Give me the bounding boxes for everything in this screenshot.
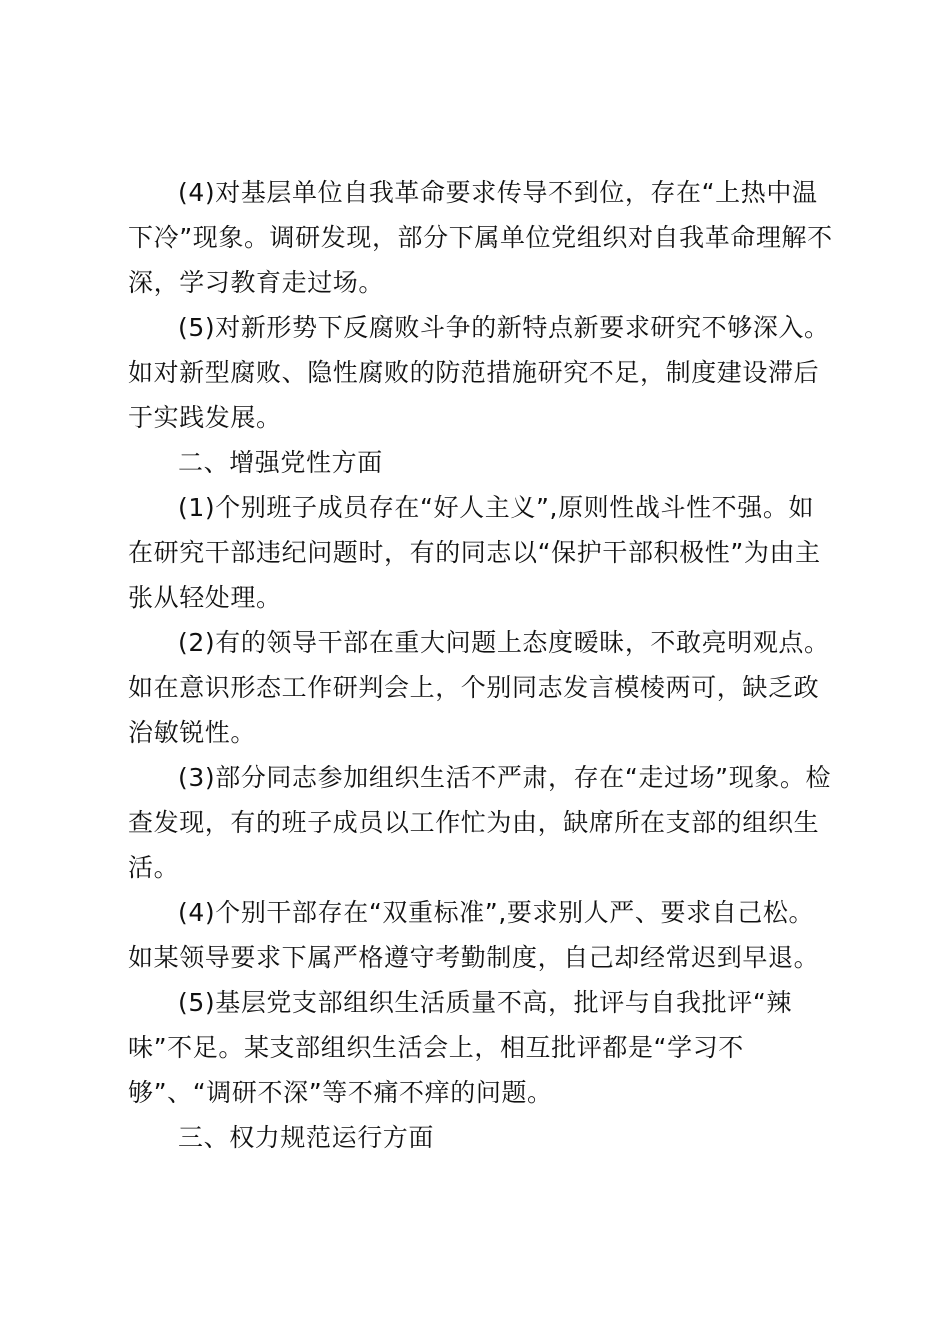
text-line: 深，学习教育走过场。 bbox=[128, 268, 385, 297]
text-line: 如对新型腐败、隐性腐败的防范措施研究不足，制度建设滞后 bbox=[128, 358, 820, 387]
text-line: 如某领导要求下属严格遵守考勤制度，自己却经常迟到早退。 bbox=[128, 943, 820, 972]
text-line: (5)对新形势下反腐败斗争的新特点新要求研究不够深入。 bbox=[178, 313, 830, 342]
section-heading: 二、增强党性方面 bbox=[178, 448, 383, 477]
text-line: 张从轻处理。 bbox=[128, 583, 282, 612]
text-line: (4)个别干部存在“双重标准”,要求别人严、要求自己松。 bbox=[178, 898, 815, 927]
text-line: 治敏锐性。 bbox=[128, 718, 257, 747]
text-line: 如在意识形态工作研判会上，个别同志发言模棱两可，缺乏政 bbox=[128, 673, 820, 702]
text-line: 下冷”现象。调研发现，部分下属单位党组织对自我革命理解不 bbox=[128, 223, 833, 252]
text-line: 够”、“调研不深”等不痛不痒的问题。 bbox=[128, 1078, 553, 1107]
section-heading: 三、权力规范运行方面 bbox=[178, 1123, 435, 1152]
text-line: (1)个别班子成员存在“好人主义”,原则性战斗性不强。如 bbox=[178, 493, 815, 522]
text-line: 在研究干部违纪问题时，有的同志以“保护干部积极性”为由主 bbox=[128, 538, 821, 567]
text-line: 活。 bbox=[128, 853, 180, 882]
text-line: 于实践发展。 bbox=[128, 403, 282, 432]
text-line: 味”不足。某支部组织生活会上，相互批评都是“学习不 bbox=[128, 1033, 744, 1062]
text-line: (3)部分同志参加组织生活不严肃，存在“走过场”现象。检 bbox=[178, 763, 832, 792]
text-line: 查发现，有的班子成员以工作忙为由，缺席所在支部的组织生 bbox=[128, 808, 820, 837]
text-line: (2)有的领导干部在重大问题上态度暧昧，不敢亮明观点。 bbox=[178, 628, 830, 657]
text-line: (5)基层党支部组织生活质量不高，批评与自我批评“辣 bbox=[178, 988, 792, 1017]
text-line: (4)对基层单位自我革命要求传导不到位，存在“上热中温 bbox=[178, 178, 818, 207]
